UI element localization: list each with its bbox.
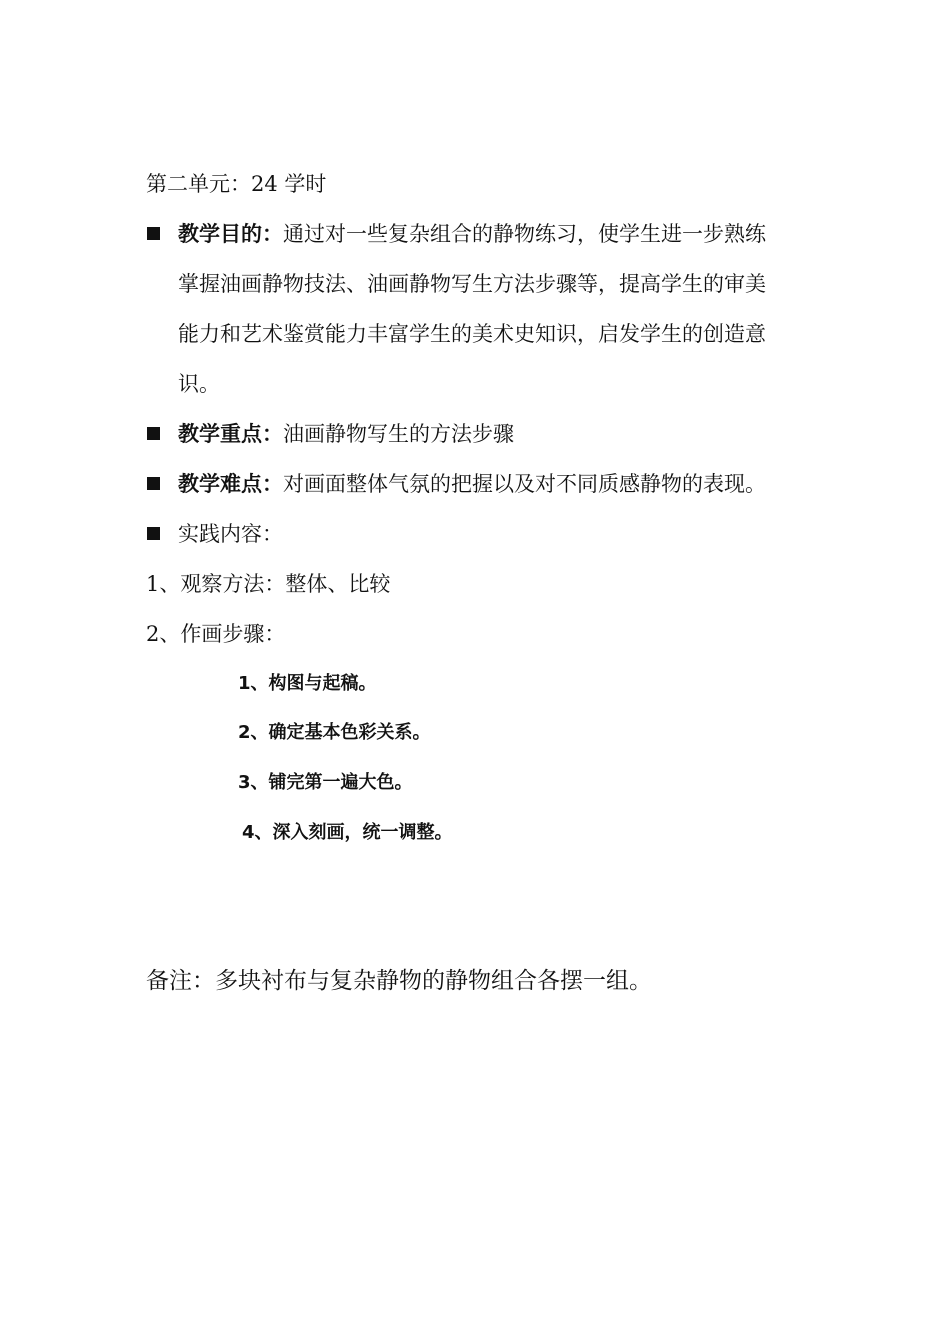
objective-line-2: 掌握油画静物技法、油画静物写生方法步骤等，提高学生的审美 xyxy=(178,272,766,296)
remark: 备注：多块衬布与复杂静物的静物组合各摆一组。 xyxy=(146,968,652,994)
practice-label: 实践内容： xyxy=(178,522,283,546)
bullet-key-point xyxy=(147,427,160,440)
bullet-objective xyxy=(147,227,160,240)
difficulty-text: 对画面整体气氛的把握以及对不同质感静物的表现。 xyxy=(283,472,766,496)
step-3: 3、铺完第一遍大色。 xyxy=(238,772,413,793)
difficulty-line xyxy=(178,470,766,498)
objective-line-3: 能力和艺术鉴赏能力丰富学生的美术史知识，启发学生的创造意 xyxy=(178,322,766,346)
key-point-label: 教学重点： xyxy=(178,421,283,446)
step-2: 2、确定基本色彩关系。 xyxy=(238,722,431,743)
key-point-text: 油画静物写生的方法步骤 xyxy=(283,422,514,446)
bullet-practice xyxy=(147,527,160,540)
observation-line: 1、观察方法：整体、比较 xyxy=(146,572,391,596)
unit-heading: 第二单元：24 学时 xyxy=(146,172,327,196)
painting-steps-label: 2、作画步骤： xyxy=(146,622,286,646)
step-4: 4、深入刻画，统一调整。 xyxy=(242,822,453,843)
objective-label: 教学目的： xyxy=(178,221,283,246)
objective-line-1 xyxy=(178,220,766,248)
key-point-line xyxy=(178,420,514,448)
objective-line-4: 识。 xyxy=(178,372,220,396)
step-1: 1、构图与起稿。 xyxy=(238,673,377,694)
objective-text-1: 通过对一些复杂组合的静物练习，使学生进一步熟练 xyxy=(283,222,766,246)
difficulty-label: 教学难点： xyxy=(178,471,283,496)
bullet-difficulty xyxy=(147,477,160,490)
